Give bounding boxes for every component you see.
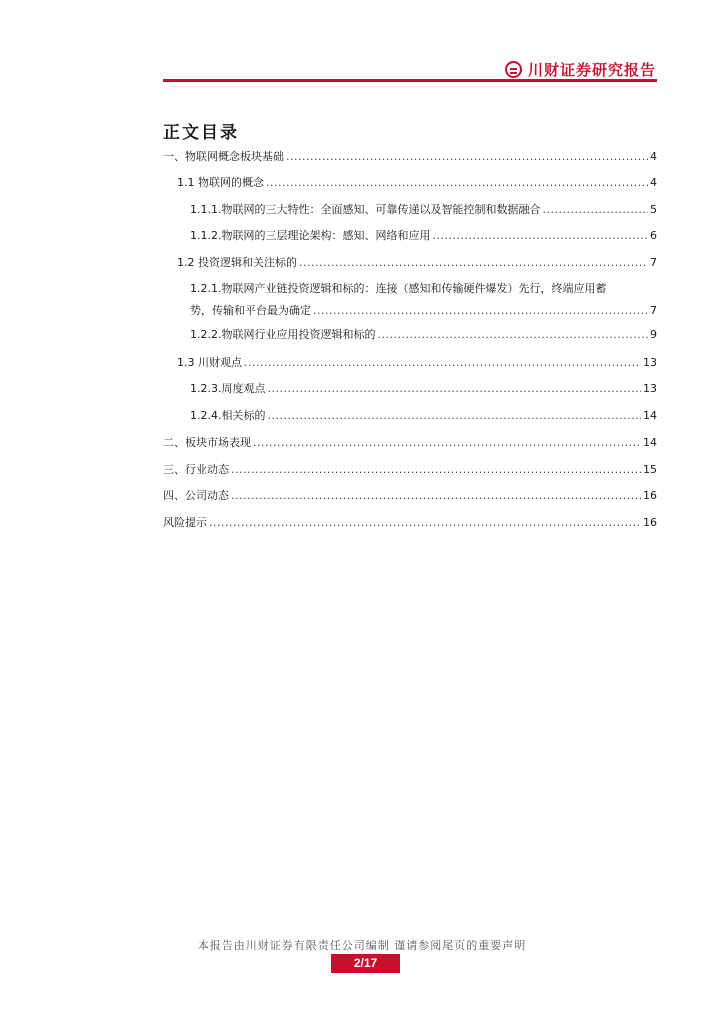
header-brand	[505, 59, 656, 80]
toc-entry-label: 1.1.1.物联网的三大特性：全面感知、可靠传递以及智能控制和数据融合	[190, 203, 541, 216]
toc-entry-section-3[interactable]	[163, 463, 657, 477]
toc-entry-risk[interactable]	[163, 516, 657, 530]
toc-entry-page: 16	[643, 516, 657, 529]
toc-entry-label: 风险提示	[163, 516, 207, 529]
toc-title: 正文目录	[163, 123, 239, 143]
toc-leader-dots	[244, 356, 641, 370]
toc-entry-page: 7	[650, 304, 657, 317]
toc-entry-label-line2: 势，传输和平台最为确定	[190, 304, 311, 317]
toc-entry-label: 1.2 投资逻辑和关注标的	[177, 256, 297, 269]
toc-entry-label: 1.2.2.物联网行业应用投资逻辑和标的	[190, 328, 376, 341]
toc-leader-dots	[377, 328, 648, 342]
toc-entry-label: 1.2.4.相关标的	[190, 409, 266, 422]
toc-entry-1-1[interactable]	[177, 176, 657, 190]
toc-entry-page: 9	[650, 328, 657, 341]
footer-disclaimer: 本报告由川财证券有限责任公司编制 谨请参阅尾页的重要声明	[197, 939, 527, 952]
toc-leader-dots	[266, 176, 648, 190]
toc-entry-page: 13	[643, 356, 657, 369]
toc-entry-section-1[interactable]	[163, 150, 657, 164]
toc-leader-dots	[432, 229, 648, 243]
toc-entry-page: 15	[643, 463, 657, 476]
toc-entry-1-2-1[interactable]	[190, 282, 657, 318]
toc-entry-1-1-2[interactable]	[190, 229, 657, 243]
toc-entry-label: 1.1 物联网的概念	[177, 176, 264, 189]
toc-entry-section-4[interactable]	[163, 489, 657, 503]
toc-leader-dots	[268, 409, 642, 423]
toc-entry-label: 1.3 川财观点	[177, 356, 242, 369]
toc-entry-label: 1.1.2.物联网的三层理论架构：感知、网络和应用	[190, 229, 431, 242]
toc-entry-page: 4	[650, 150, 657, 163]
toc-leader-dots	[231, 463, 641, 477]
toc-entry-page: 6	[650, 229, 657, 242]
toc-leader-dots	[231, 489, 641, 503]
toc-entry-label: 一、物联网概念板块基础	[163, 150, 284, 163]
toc-entry-1-2[interactable]	[177, 256, 657, 270]
toc-entry-label: 1.2.3.周度观点	[190, 382, 266, 395]
toc-entry-page: 7	[650, 256, 657, 269]
toc-entry-page: 4	[650, 176, 657, 189]
toc-leader-dots	[209, 516, 641, 530]
toc-entry-label: 四、公司动态	[163, 489, 229, 502]
toc-entry-1-2-4[interactable]	[190, 409, 657, 423]
toc-entry-section-2[interactable]	[163, 436, 657, 450]
toc-leader-dots	[268, 382, 642, 396]
toc-entry-1-3[interactable]	[177, 356, 657, 370]
toc-entry-page: 16	[643, 489, 657, 502]
toc-entry-1-2-2[interactable]	[190, 328, 657, 342]
toc-entry-line2	[190, 304, 657, 318]
brand-name: 川财证券研究报告	[527, 61, 656, 79]
toc-entry-label-line1: 1.2.1.物联网产业链投资逻辑和标的：连接（感知和传输硬件爆发）先行，终端应用蓄	[190, 282, 607, 295]
toc-leader-dots	[253, 436, 641, 450]
toc-entry-page: 14	[643, 436, 657, 449]
page-number-badge: 2/17	[331, 954, 400, 973]
toc-entry-page: 14	[643, 409, 657, 422]
toc-entry-label: 三、行业动态	[163, 463, 229, 476]
toc-entry-1-1-1[interactable]	[190, 203, 657, 217]
toc-entry-page: 5	[650, 203, 657, 216]
toc-leader-dots	[542, 203, 648, 217]
header-divider	[163, 79, 657, 82]
toc-leader-dots	[299, 256, 648, 270]
toc-entry-page: 13	[643, 382, 657, 395]
toc-leader-dots	[286, 150, 648, 164]
toc-leader-dots	[313, 304, 648, 318]
toc-entry-label: 二、板块市场表现	[163, 436, 251, 449]
toc-entry-1-2-3[interactable]	[190, 382, 657, 396]
chuancai-logo-icon	[505, 61, 522, 78]
